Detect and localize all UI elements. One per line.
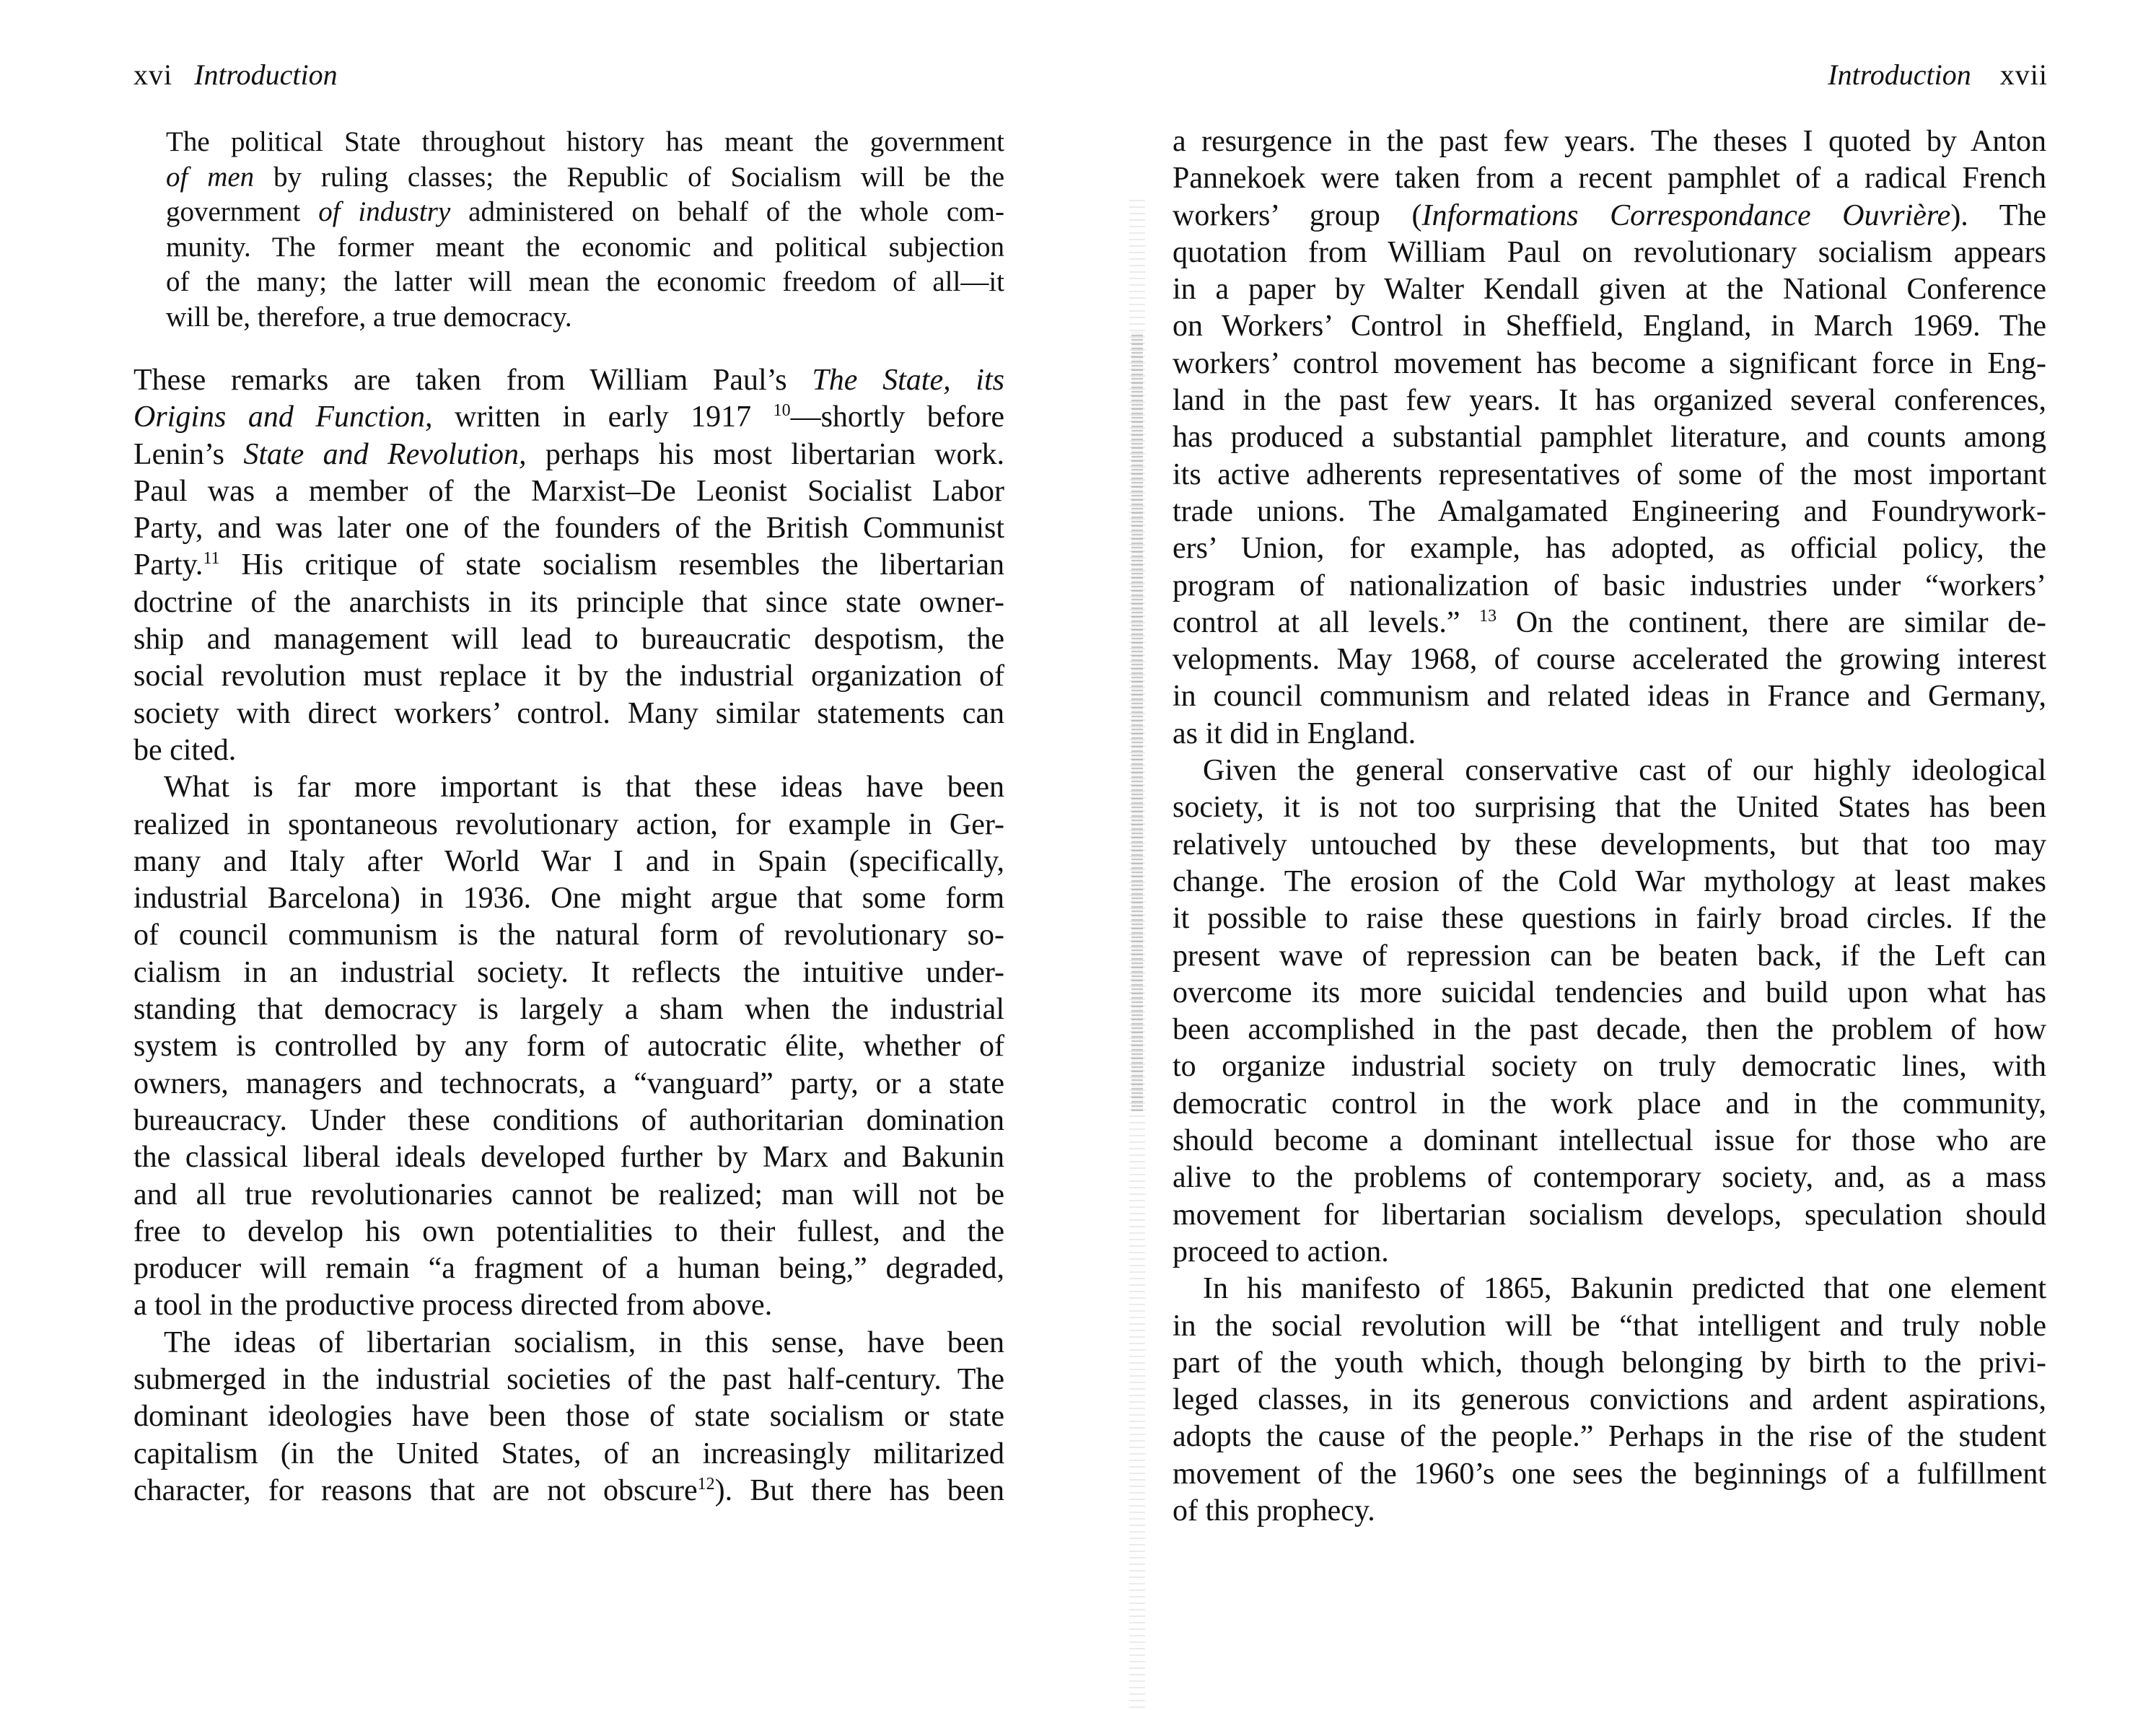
footnote-marker: 12 xyxy=(697,1474,715,1494)
text-line: quotation from William Paul on revolutionary socialism appears xyxy=(1173,235,2046,269)
right-page xyxy=(1078,0,2156,1710)
right-running-header xyxy=(1828,58,2048,92)
text-line: workers’ control movement has become a significant force in Eng- xyxy=(1173,346,2046,380)
text-line: Party.$^{11}$ His critique of state socialism resembles the libertarian xyxy=(133,548,1004,582)
text-line: submerged in the industrial societies of the past half-century. The xyxy=(133,1363,1004,1397)
text-line: government of industry administered on behalf of the whole com- xyxy=(166,196,1005,228)
text-line: Origins and Function, written in early 1917 $^{10}$—shortly before xyxy=(133,400,1005,434)
text-line: should become a dominant intellectual issue for those who are xyxy=(1173,1124,2046,1158)
text-line: industrial Barcelona) in 1936. One might argue that some form xyxy=(133,882,1004,916)
text-line: in a paper by Walter Kendall given at the National Conference xyxy=(1173,273,2046,307)
text-line: to organize industrial society on truly democratic lines, with xyxy=(1173,1050,2046,1084)
text-line: a tool in the productive process directed from above. xyxy=(133,1289,773,1323)
block-quote xyxy=(166,125,1004,336)
text-line: social revolution must replace it by the industrial organization of xyxy=(133,659,1004,693)
text-line: capitalism (in the United States, of an increasingly militarized xyxy=(133,1437,1004,1470)
text-line: leged classes, in its generous convictions and ardent aspirations, xyxy=(1173,1383,2046,1417)
text-line: The political State throughout history has meant the government xyxy=(166,126,1004,157)
text-line: character, for reasons that are not obscure$^{12}$). But there has been xyxy=(133,1473,1004,1507)
text-line: society with direct workers’ control. Many similar statements can xyxy=(133,696,1004,730)
text-line: ers’ Union, for example, has adopted, as official policy, the xyxy=(1173,532,2046,566)
text-line: In his manifesto of 1865, Bakunin predicted that one element xyxy=(1203,1272,2046,1306)
text-line: will be, therefore, a true democracy. xyxy=(166,301,572,333)
text-line: Pannekoek were taken from a recent pamphlet of a radical French xyxy=(1173,162,2046,196)
text-line: alive to the problems of contemporary society, and, as a mass xyxy=(1173,1161,2046,1195)
text-line: Paul was a member of the Marxist–De Leonist Socialist Labor xyxy=(133,474,1004,508)
text-line: its active adherents representatives of some of the most important xyxy=(1173,457,2046,491)
right-page-number: xvii xyxy=(1999,58,2048,91)
right-running-title: Introduction xyxy=(1828,58,1971,91)
right-body-text xyxy=(1173,123,2046,1530)
footnote-marker: 10 xyxy=(773,401,791,421)
text-line: workers’ group (Informations Correspondance Ouvrière). The xyxy=(1173,198,2047,232)
text-line: ship and management will lead to bureaucratic despotism, the xyxy=(133,623,1004,657)
italic-run: Origins and Function, xyxy=(133,400,433,434)
text-line: cialism in an industrial society. It reflects the intuitive under- xyxy=(133,955,1004,989)
text-line: overcome its more suicidal tendencies and build upon what has xyxy=(1173,975,2046,1009)
text-line: a resurgence in the past few years. The theses I quoted by Anton xyxy=(1173,125,2046,158)
text-line: free to develop his own potentialities to their fullest, and the xyxy=(133,1214,1004,1248)
text-line: trade unions. The Amalgamated Engineering and Foundrywork- xyxy=(1173,494,2046,528)
text-line: movement for libertarian socialism develops, speculation should xyxy=(1173,1198,2046,1232)
text-line: velopments. May 1968, of course accelerated the growing interest xyxy=(1173,643,2046,677)
text-line: in council communism and related ideas in France and Germany, xyxy=(1173,680,2046,714)
left-running-title: Introduction xyxy=(194,58,338,91)
italic-run: Informations Correspondance Ouvrière xyxy=(1421,198,1951,232)
text-line: as it did in England. xyxy=(1173,716,1416,750)
text-line: producer will remain “a fragment of a human being,” degraded, xyxy=(133,1252,1004,1286)
text-line: on Workers’ Control in Sheffield, England, in March 1969. The xyxy=(1173,310,2046,343)
text-line: movement of the 1960’s one sees the beginnings of a fulfillment xyxy=(1173,1457,2046,1491)
text-line: society, it is not too surprising that the United States has been xyxy=(1173,791,2046,825)
text-line: in the social revolution will be “that intelligent and truly noble xyxy=(1173,1309,2046,1343)
text-line: has produced a substantial pamphlet literature, and counts among xyxy=(1173,421,2046,455)
footnote-marker: 13 xyxy=(1479,606,1497,626)
text-line: system is controlled by any form of autocratic élite, whether of xyxy=(133,1030,1004,1064)
text-line: dominant ideologies have been those of state socialism or state xyxy=(133,1400,1004,1434)
text-line: The ideas of libertarian socialism, in this sense, have been xyxy=(164,1325,1004,1359)
text-line: land in the past few years. It has organized several conferences, xyxy=(1173,384,2046,418)
footnote-marker: 11 xyxy=(203,549,220,569)
text-line: proceed to action. xyxy=(1173,1235,1389,1268)
text-line: present wave of repression can be beaten back, if the Left can xyxy=(1173,939,2046,973)
left-body-text xyxy=(133,362,1004,1509)
text-line: realized in spontaneous revolutionary action, for example in Ger- xyxy=(133,807,1004,841)
left-page-number: xvi xyxy=(133,58,173,91)
text-line: and all true revolutionaries cannot be realized; man will not be xyxy=(133,1178,1004,1211)
italic-run: of industry xyxy=(318,196,451,228)
text-line: of men by ruling classes; the Republic of Socialism will be the xyxy=(166,161,1005,193)
italic-run: State and Revolution, xyxy=(243,437,527,471)
text-line: What is far more important is that these ideas have been xyxy=(164,771,1004,804)
italic-run: The State, its xyxy=(812,364,1004,397)
text-line: of the many; the latter will mean the economic freedom of all—it xyxy=(166,266,1004,298)
text-line: Party, and was later one of the founders of the British Communist xyxy=(133,512,1004,545)
text-line: the classical liberal ideals developed further by Marx and Bakunin xyxy=(133,1141,1004,1175)
text-line: Given the general conservative cast of our highly ideological xyxy=(1203,754,2046,788)
text-line: been accomplished in the past decade, then the problem of how xyxy=(1173,1013,2046,1047)
text-line: munity. The former meant the economic and political subjection xyxy=(166,231,1004,263)
text-line: These remarks are taken from William Paul’s The State, its xyxy=(133,364,1004,397)
text-line: Lenin’s State and Revolution, perhaps his most libertarian work. xyxy=(133,437,1004,471)
text-line: be cited. xyxy=(133,733,237,767)
text-line: standing that democracy is largely a sham when the industrial xyxy=(133,993,1004,1027)
text-line: change. The erosion of the Cold War mythology at least makes xyxy=(1173,864,2046,898)
text-line: part of the youth which, though belonging by birth to the privi- xyxy=(1173,1346,2046,1380)
text-line: democratic control in the work place and in the community, xyxy=(1173,1087,2046,1121)
text-line: relatively untouched by these developments, but that too may xyxy=(1173,828,2046,861)
text-line: doctrine of the anarchists in its principle that since state owner- xyxy=(133,585,1004,619)
text-line: adopts the cause of the people.” Perhaps in the rise of the student xyxy=(1173,1420,2046,1454)
text-line: bureaucracy. Under these conditions of authoritarian domination xyxy=(133,1103,1004,1137)
left-running-header xyxy=(133,58,338,92)
text-line: it possible to raise these questions in fairly broad circles. If the xyxy=(1173,902,2046,936)
italic-run: of men xyxy=(166,161,255,193)
text-line: control at all levels.” $^{13}$ On the continent, there are similar de- xyxy=(1173,605,2046,639)
text-line: owners, managers and technocrats, a “vanguard” party, or a state xyxy=(133,1066,1004,1100)
text-line: of this prophecy. xyxy=(1173,1494,1375,1527)
text-line: program of nationalization of basic industries under “workers’ xyxy=(1173,569,2046,602)
text-line: many and Italy after World War I and in Spain (specifically, xyxy=(133,844,1004,878)
text-line: of council communism is the natural form of revolutionary so- xyxy=(133,918,1004,952)
